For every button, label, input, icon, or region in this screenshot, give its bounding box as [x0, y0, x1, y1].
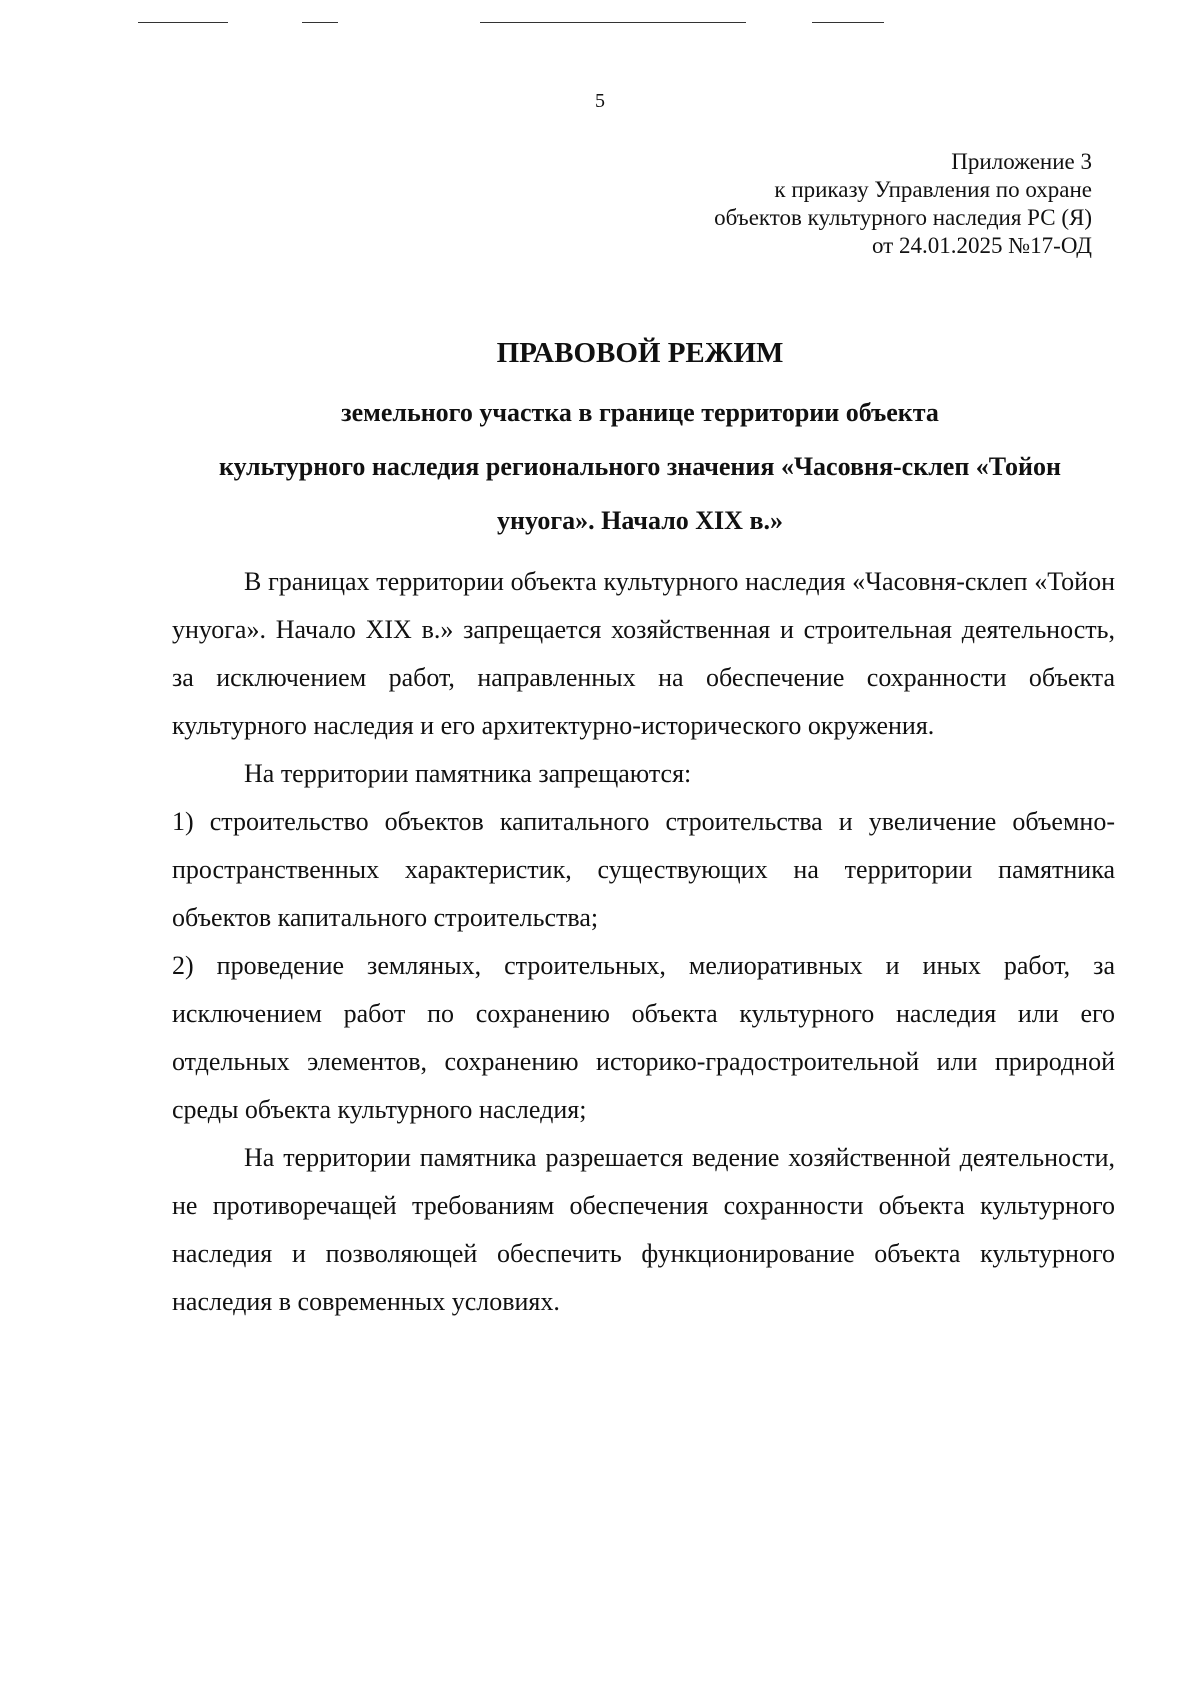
header-rule — [138, 22, 228, 23]
title-main: ПРАВОВОЙ РЕЖИМ — [496, 337, 784, 369]
title-subline: унуога». Начало XIX в.» — [496, 506, 783, 535]
title-subline: земельного участка в границе территории объекта — [341, 398, 939, 427]
paragraph: В границах территории объекта культурного наследия «Часовня-склеп «Тойон унуога». Начало XIX в.» запрещается хозяйственная и строительная деятельность, за исключением работ, направленных на обеспечение сохранности объекта культурного наследия и его архитектурно-исторического окружения. — [172, 567, 1115, 740]
appendix-line: от 24.01.2025 №17-ОД — [871, 233, 1092, 258]
document-body — [172, 558, 1115, 1326]
list-item: 2) проведение земляных, строительных, мелиоративных и иных работ, за исключением работ по сохранению объекта культурного наследия или его отдельных элементов, сохранению историко-градостроительной или природной среды объекта культурного наследия; — [172, 951, 1115, 1124]
page-number: 5 — [595, 90, 605, 112]
header-rule — [812, 22, 884, 23]
title-subline: культурного наследия регионального значения «Часовня-склеп «Тойон — [219, 452, 1061, 481]
appendix-line: к приказу Управления по охране — [774, 177, 1092, 202]
appendix-reference — [714, 148, 1092, 260]
header-rule — [480, 22, 746, 23]
list-item: 1) строительство объектов капитального строительства и увеличение объемно-пространственных характеристик, существующих на территории памятника объектов капитального строительства; — [172, 807, 1115, 932]
paragraph: На территории памятника разрешается ведение хозяйственной деятельности, не противоречащей требованиям обеспечения сохранности объекта культурного наследия и позволяющей обеспечить функционирование объекта культурного наследия в современных условиях. — [172, 1143, 1115, 1316]
paragraph: На территории памятника запрещаются: — [244, 759, 692, 788]
appendix-line: объектов культурного наследия РС (Я) — [714, 205, 1092, 230]
document-title — [150, 336, 1130, 548]
header-rule — [302, 22, 338, 23]
appendix-line: Приложение 3 — [951, 149, 1092, 174]
